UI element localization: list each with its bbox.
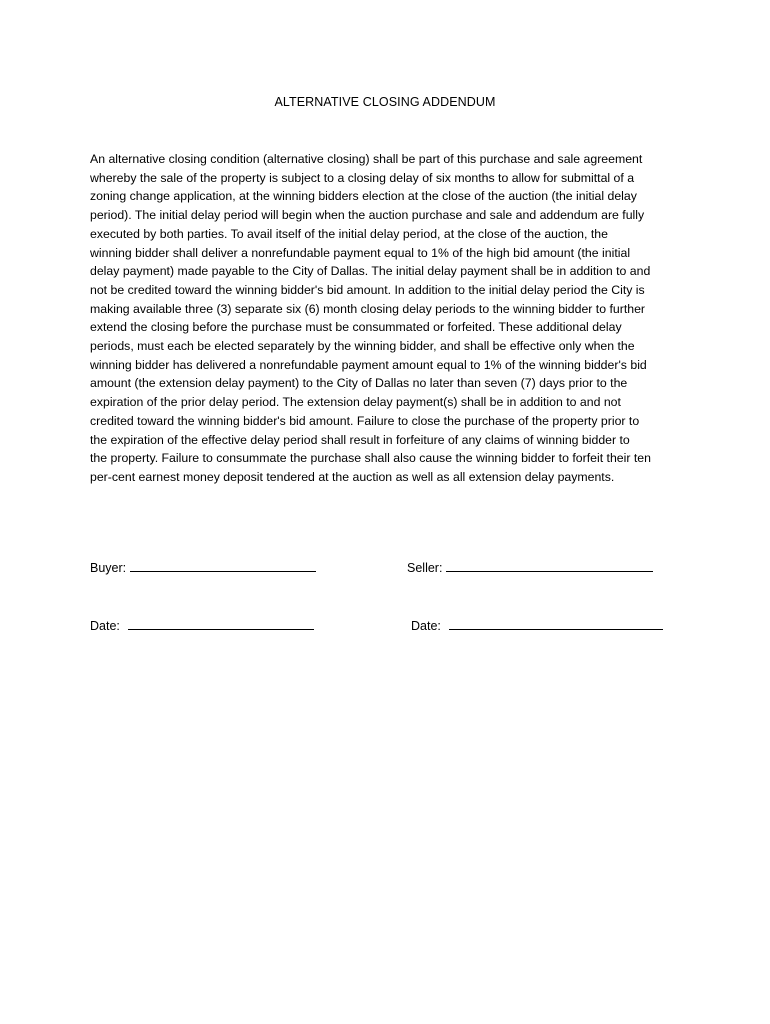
seller-signature-field <box>407 559 653 575</box>
paragraph-line: whereby the sale of the property is subject to a closing delay of six months to allow for submittal of a <box>90 170 635 185</box>
paragraph-line: An alternative closing condition (alternative closing) shall be part of this purchase and sale agreement <box>90 152 643 166</box>
paragraph-line: period). The initial delay period will begin when the auction purchase and sale and addendum are fully <box>90 208 645 223</box>
seller-signature-line[interactable] <box>446 559 653 572</box>
paragraph-line: making available three (3) separate six (6) month closing delay periods to the winning bidder to further <box>90 301 646 316</box>
buyer-signature-field <box>90 559 316 575</box>
seller-date-label: Date: <box>411 619 441 633</box>
buyer-label: Buyer: <box>90 561 127 575</box>
paragraph-line: extend the closing before the purchase must be consummated or forfeited. These additional delay <box>90 320 622 335</box>
paragraph-line: periods, must each be elected separately by the winning bidder, and shall be effective only when the <box>90 339 635 354</box>
seller-label: Seller: <box>407 561 443 575</box>
paragraph-line: the property. Failure to consummate the purchase shall also cause the winning bidder to forfeit their ten <box>90 451 651 466</box>
buyer-date-line[interactable] <box>128 617 314 630</box>
paragraph-line: zoning change application, at the winning bidders election at the close of the auction (the initial delay <box>90 189 637 204</box>
seller-date-line[interactable] <box>449 617 663 630</box>
seller-date-field <box>411 617 663 633</box>
paragraph-line: delay payment) made payable to the City of Dallas. The initial delay payment shall be in addition to and <box>90 264 651 279</box>
buyer-date-field <box>90 617 314 633</box>
buyer-signature-line[interactable] <box>130 559 316 572</box>
paragraph-line: the expiration of the effective delay period shall result in forfeiture of any claims of winning bidder to <box>90 432 630 447</box>
buyer-date-label: Date: <box>90 619 120 633</box>
paragraph-line: executed by both parties. To avail itself of the initial delay period, at the close of the auction, the <box>90 226 608 241</box>
addendum-paragraph <box>90 150 690 487</box>
paragraph-line: winning bidder shall deliver a nonrefundable payment equal to 1% of the high bid amount (the initial <box>90 245 631 260</box>
paragraph-line: not be credited toward the winning bidder's bid amount. In addition to the initial delay period the City is <box>90 282 645 297</box>
paragraph-line: per-cent earnest money deposit tendered at the auction as well as all extension delay payments. <box>90 469 615 484</box>
paragraph-line: amount (the extension delay payment) to the City of Dallas no later than seven (7) days prior to the <box>90 376 628 391</box>
paragraph-line: winning bidder has delivered a nonrefundable payment amount equal to 1% of the winning bidder's bid <box>90 357 647 372</box>
document-title: ALTERNATIVE CLOSING ADDENDUM <box>274 95 496 109</box>
paragraph-line: expiration of the prior delay period. The extension delay payment(s) shall be in addition to and not <box>90 395 621 410</box>
paragraph-line: credited toward the winning bidder's bid amount. Failure to close the purchase of the property prior to <box>90 413 640 428</box>
